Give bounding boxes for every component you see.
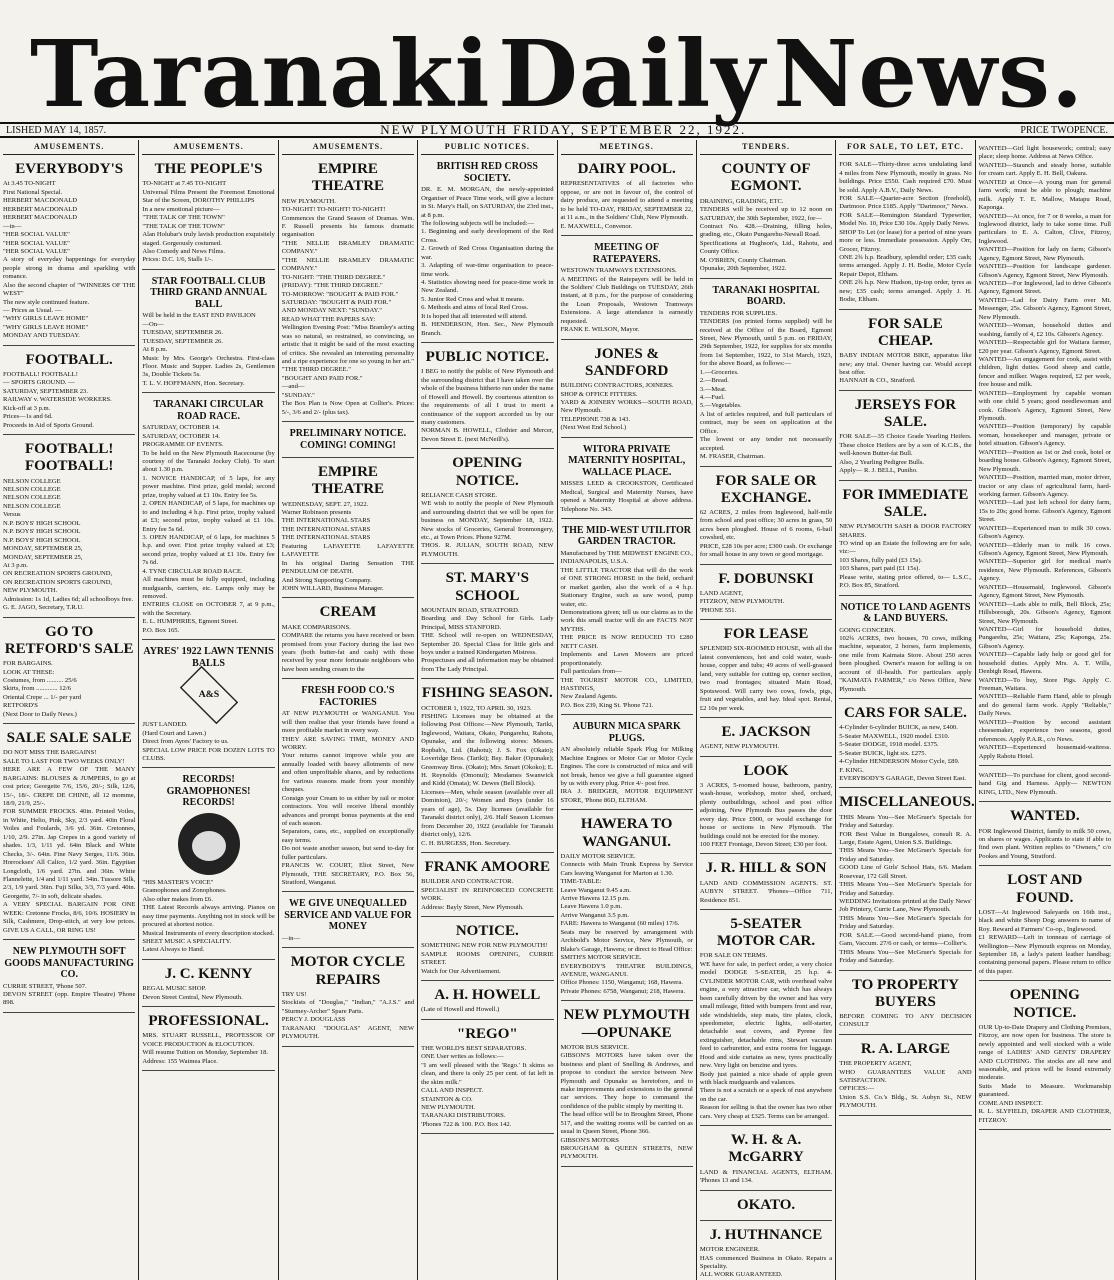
ad-title: FOR SALE OR EXCHANGE. [715,472,817,506]
advertisement [561,239,693,340]
ad-title: COUNTY OF EGMONT. [721,161,811,195]
advertisement [282,425,414,458]
ad-title: AYRES' 1922 LAWN TENNIS BALLS [143,646,274,669]
ad-title: PRELIMINARY NOTICE. COMING! COMING! [289,428,407,451]
advertisement [839,313,971,391]
advertisement [700,760,832,855]
ad-body: MRS. STUART RUSSELL, PROFESSOR OF VOICE PRODUCTION & ELOCUTION. Will resume Tuition on Monday, September 18. Address: 155 Waimea Place. [142,1032,275,1065]
ad-title: ST. MARY'S SCHOOL [445,570,529,604]
advertisement [282,158,414,422]
advertisement [700,623,832,718]
advertisement [839,394,971,481]
advertisement [282,682,414,892]
advertisement [700,857,832,910]
ad-title: FOR LEASE [723,626,809,643]
column-2 [139,140,278,1280]
ad-body: 3 ACRES, 5-roomed house, bathroom, pantry, wash-house, workshop, motor shed, orchard, plenty outbuildings, school and post office adjoining, New Plymouth Bus passes the door every day. Price £900, or would exchange for house or sections in New Plymouth. The buildings could not be erected for the money. 100 FEET Frontage, Devon Street; £30 per foot. [699,781,833,848]
ad-body: RELIANCE CASH STORE. WE wish to notify the people of New Plymouth and surrounding district that we will be open for business on MONDAY, September 18, 1922. New stocks of Groceries, General Ironmongery, etc., at Town Prices. Phone 927M. THOS. R. JULIAN, SOUTH ROAD, NEW PLYMOUTH. [421,491,554,558]
advertisement [421,567,553,679]
advertisement [3,349,135,435]
masthead [0,0,1114,128]
place-date: NEW PLYMOUTH FRIDAY, SEPTEMBER 22, 1922. [380,122,747,137]
column-heading: AMUSEMENTS. [3,142,135,155]
ayres-diamond-logo: A&S [179,666,237,724]
ad-title: NOTICE TO LAND AGENTS & LAND BUYERS. [840,601,971,625]
column-1 [0,140,139,1280]
advertisement [421,984,553,1020]
ad-title: NOTICE. [455,922,519,939]
ad-title: FOR SALE CHEAP. [868,315,943,349]
advertisement [142,273,274,393]
ad-title: EMPIRE THEATRE [311,464,385,498]
advertisement [142,1010,274,1071]
ad-body: FOR SALE ON TERMS. WE have for sale, in perfect order, a very choice model DODGE 5-SEATER, 25 h.p. 4-CYLINDER MOTOR CAR, with overhead valve engine, a very attractive car, which has always been carefully driven by the owner and has very small mileage, fitted with bumpers front and rear, side windshields, step mats, tire plates, clock, speedometer, electric lights, self-starter, detachable seat covers, and Pyrene fire extinguisher, detachable rims, Stewart vacuum feed to carburettor, and extra rooms for luggage. Hood and side curtains as new, tyres practically new. Very light on benzine and tyres. Body just painted a nice shade of apple green with black mudguards and valances. There is not a scratch or a speck of rust anywhere on the car. Reason for selling is that the owner has two other cars. Very cheap at £325. Terms can be arranged. [699,952,833,1120]
advertisement [839,484,971,596]
ad-body: FOR SALE—Thirty-three acres undulating land 4 miles from New Plymouth, mostly in grass. No buildings. Price £550. Cash required £70. Must be sold. Apply A.B.V., Daily News. FOR SALE—Quarter-acre Section (freehold), Dartmoor. Price £185. Apply "Dartmoor," News. FOR SALE—Remington Standard Typewriter, Model No. 10, Price £30 10s. Apply Daily News. SHOP To Let (or lease) for a period of nine years more or less. Immediate possession. Apply Orr, Grocer, Fitzroy. ONE 2¾ h.p. Bradbury, splendid order; £35 cash; terms arranged. Apply J. H. Bodie, Motor Cycle Repair Depot, Eltham. ONE 2¾ h.p. New Hudson, tip-top order, tyres as new; £35 cash; terms arranged. Apply J. H. Bodie, Eltham. [839,161,972,304]
column-heading: MEETINGS. [561,142,693,155]
ad-body: —in— [281,934,301,942]
ad-title: FOR IMMEDIATE SALE. [842,486,969,520]
established-text: LISHED MAY 14, 1857. [6,124,107,136]
ad-title: FRANK AMOORE [424,858,551,875]
ad-body: NEW PLYMOUTH. TO-NIGHT! TO-NIGHT! TO-NIGHT! Commences the Grand Season of Dramas. Wm. F. Russell presents his famous dramatic organisation "THE NELLIE BRAMLEY DRAMATIC COMPANY." "THE NELLIE BRAMLEY DRAMATIC COMPANY." TO-NIGHT: "THE THIRD DEGREE." (FRIDAY): "THE THIRD DEGREE." TO-MORROW: "BOUGHT & PAID FOR." SATURDAY: "BOUGHT & PAID FOR." AND MONDAY NEXT: "SUNDAY." READ WHAT THE PAPERS SAY: Wellington Evening Post: "Miss Bramley's acting was so natural, so restrained, so convincing, so artistic that it might be said of the most exacting of critics. She revealed an interesting personality and a ripe experience for one so young in her art." "THE THIRD DEGREE." "BOUGHT AND PAID FOR." —and— "SUNDAY." The Box Plan is Now Open at Collier's. Prices: 5/-, 3/6 and 2/- (plus tax). [281,197,415,416]
ad-title: PROFESSIONAL. [148,1012,269,1029]
ad-title: THE MID-WEST UTILITOR GARDEN TRACTOR. [562,524,691,548]
ad-title: CREAM [319,604,377,621]
advertisement [700,721,832,757]
advertisement [561,158,693,236]
advertisement [282,951,414,1046]
ad-body: BABY INDIAN MOTOR BIKE, apparatus like new; any trial. Owner having car. Would accept best offer. HANNAH & CO., Stratford. [839,352,972,385]
ad-body: WESTOWN TRAMWAYS EXTENSIONS. A MEETING of the Ratepayers will be held in the Soldiers' Club Buildings on TUESDAY, 26th instant, at 8 p.m., for the purpose of considering the Loan Proposals, Westown Tramways Extensions. A large attendance is earnestly requested. FRANK E. WILSON, Mayor. [560,267,693,334]
column-heading: AMUSEMENTS. [282,142,414,155]
ad-body: WANTED—Girl light housework; central; easy place; sleep home. Address at News Office. WANTED—Staunch and steady horse, suitable for cream cart. Apply E. H. Bell, Oakura. WANTED at Once—A young man for general farm work; must be able to plough; machine milk. Apply T. E. Mallow, Matapu Road, Kaponga. WANTED—At once, for 7 or 8 weeks, a man for Inglewood district, lady to take some time. Full particulars to E. A. Calton, Clive, Fitzroy, Inglewood. WANTED—Position for lady on farm; Gibson's Agency, Egmont Street, New Plymouth. WANTED—Position for landscape gardener. Gibson's Agency, Egmont Street, New Plymouth. WANTED—For Inglewood, lad to drive Gibson's Agency, Egmont Street. WANTED—Lad for Dairy Farm over Mt. Messenger, 25s. Gibson's Agency, Egmont Street, New Plymouth. WANTED—Woman, household duties and washing, family of 4, £2 10s. Gibson's Agency. WANTED—Respectable girl for Waitara farmer, £20 per year. Gibson's Agency, Egmont Street. WANTED—An engagement for cook, assist with children, light duties. Good sheep and cattle, fencer and milker. Wages required, £2 per week, free house and milk. WANTED—Employment by capable woman with one child 5 years; good needlewoman and cook. Gibson's Agency, Egmont Street, New Plymouth. WANTED—Position (temporary) by capable woman, housekeeper and manager, private or hotel situation. Gibson's Agency. WANTED—Position as 1st or 2nd cook, hotel or boarding house. Gibson's Agency, Egmont Street, New Plymouth. WANTED—Position, married man, motor driver, tractor or any class of agricultural farm, hard-working farmer. Gibson's Agency. WANTED—Lad just left school for dairy farm, 15s to 20s; good home. Gibson's Agency, Egmont Street. WANTED—Experienced man to milk 30 cows. Gibson's Agency. WANTED—Elderly man to milk 16 cows. Gibson's Agency, Egmont Street, New Plymouth. WANTED—Superior girl for medical man's residence, New Plymouth. References, Gibson's Agency. WANTED—Housemaid, Inglewood. Gibson's Agency, Egmont Street, New Plymouth. WANTED—Lads able to milk, Bell Block, 25s; Hillsborough, 20s. Gibson's Agency, Egmont Street, New Plymouth. WANTED—Girl for household duties, Pungarehu, 25s; Waitara, 25s; Kaponga, 25s. Gibson's Agency. WANTED—Capable lady help or good girl for household duties. Apply Mrs. A. T. Wills, Denbigh Road, Hawera. WANTED—To buy, Store Pigs. Apply C. Freeman, Waitara. WANTED—Reliable Farm Hand, able to plough and do general farm work. Apply "Reliable," Daily News. WANTED—Position by second assistant cheesemaker, experience two seasons, good references. Apply P.A.R., c/o News. WANTED—Experienced housemaid-waitress. Apply Rahotu Hotel. [978,145,1111,760]
column-heading: FOR SALE, TO LET, ETC. [839,142,971,155]
advertisement [142,771,274,959]
advertisement [979,769,1111,802]
ad-title: 5-SEATER MOTOR CAR. [717,915,816,950]
advertisement [561,343,693,438]
advertisement [142,396,274,640]
ad-body: MISSES LEED & CROOKSTON, Certificated Medical, Surgical and Maternity Nurses, have opened a Maternity Hospital at above address. Telephone No. 343. [560,480,693,513]
advertisement [979,984,1111,1130]
ad-body: NELSON COLLEGE NELSON COLLEGE NELSON COLLEGE NELSON COLLEGE Versus N.P. BOYS' HIGH SCHOOL N.P. BOYS' HIGH SCHOOL N.P. BOYS' HIGH SCHOOL MONDAY, SEPTEMBER 25, MONDAY, SEPTEMBER 25, At 3 p.m. ON RECREATION SPORTS GROUND, ON RECREATION SPORTS GROUND, NEW PLYMOUTH. Admission: 1s 1d, Ladies 6d; all schoolboys free. G. E. JAGO, Secretary, T.R.U. [3,477,134,612]
ad-body: SOMETHING NEW FOR NEW PLYMOUTH! SAMPLE ROOMS OPENING, CURRIE STREET. Watch for Our Advertisement. [421,942,554,975]
ad-body: TENDERS FOR SUPPLIES. TENDERS (on printed forms supplied) will be received at the Office of the Board, Egmont Street, New Plymouth, until 5 p.m. on FRIDAY, 29th September, 1922, for supplies for six months from 1st September, 1922, to 31st March, 1923, for the above Board, as follows:— 1.—Groceries. 2.—Bread. 3.—Meat. 4.—Fuel. 5.—Vegetables. A list of articles required, and full particulars of contract, may be seen on application at the Office. The lowest or any tender not necessarily accepted. M. FRASER, Chairman. [699,309,833,461]
ad-body: BUILDING CONTRACTORS, JOINERS. SHOP & OFFICE FITTERS. YARD & JOINERY WORKS—SOUTH ROAD, New Plymouth. TELEPHONE 738 & 143. (Next West End School.) [560,382,693,432]
advertisement [700,1224,832,1280]
ad-body: REPRESENTATIVES of all factories who oppose, or are not in favour of, the control of dairy produce, are requested to attend a meeting to be held TO-DAY, FRIDAY, SEPTEMBER 22, at 11 a.m., in the Soldiers' Club, New Plymouth. E. MAXWELL, Convenor. [560,180,693,230]
ad-body: FOR SALE—35 Choice Grade Yearling Heifers. These choice Heifers are by a son of K.C.B., the well-known Butter-fat Bull. Also, 2 Yearling Pedigree Bulls. Apply— R. J. BELL, Puniho. [839,433,972,475]
advertisement [3,621,135,725]
ad-body: FOR Inglewood District, family to milk 50 cows, on shares or wages. Applicants to state if able to find own plant. Written replies to "Owners," c/o Pookes and Young, Stratford. [978,827,1111,860]
ad-body: MAKE COMPARISONS. COMPARE the returns you have received or been promised from your Factory during the last two years (both butter-fat and cash) with those received by your more fortunate neighbours who have been sending cream to the [281,623,415,673]
ad-title: W. H. & A. McGARRY [728,1132,804,1166]
advertisement [282,601,414,679]
ad-body: WANTED—To purchase for client, good second-hand Gig and Harness. Apply— NEWTON KING, LTD., New Plymouth. [978,771,1111,796]
ad-body: FOOTBALL! FOOTBALL! — SPORTS GROUND. — SATURDAY, SEPTEMBER 23. RAILWAY v. WATERSIDE WORKERS. Kick-off at 3 p.m. Prices—1s and 6d. Proceeds in Aid of Sports Ground. [3,371,112,429]
advertisement [979,805,1111,866]
ad-title: AUBURN MICA SPARK PLUGS. [572,721,681,744]
ad-title: JONES & SANDFORD [585,345,669,379]
ad-body: LOST—At Inglewood Saleyards on 16th inst., black and white Sheep Dog; answers to name of Roy. Reward at Farmers' Co-op., Inglewood. £1 REWARD—Left in tonneau of carriage of Wellington—New Plymouth express on Monday, September 18, a lady's patent leather handbag; containing personal papers. Please return to office of this paper. [978,908,1111,975]
ad-title: NEW PLYMOUTH—OPUNAKE [563,1007,690,1041]
ad-body: I BEG to notify the public of New Plymouth and the surrounding district that I have taken over the whole of the business hitherto run under the name of Howell and Howell. By courteous attention to the requirements of all I trust to merit a continuance of the support accorded us by our many customers. NORMAN B. HOWELL, Clothier and Mercer, Devon Street E. (next McNeill's). [421,368,554,443]
ad-body: MOTOR ENGINEER. HAS commenced Business in Okato. Repairs a Speciality. ALL WORK GUARANTEED. [699,1246,833,1279]
advertisement [561,718,693,810]
column-3 [279,140,418,1280]
ad-body: THE PROPERTY AGENT, WHO GUARANTEES VALUE AND SATISFACTION. OFFICES:— Union S.S. Co.'s Bldg., St. Aubyn St., NEW PLYMOUTH. [839,1060,972,1110]
ad-title: SALE SALE SALE [6,730,132,747]
ad-body: AN absolutely reliable Spark Plug for Milking Machine Engines or Motor Car or Motor Cycle Engines. The core is constructed of mica and will not break, hence we give a full guarantee signed by us with every plug. Price 4/- post free. IRA J. BRIDGER, MOTOR EQUIPMENT STORE, 'Phone 86D, ELTHAM. [560,746,693,804]
ad-body: MOTOR BUS SERVICE. GIBSON'S MOTORS have taken over the business and plant of Snelling & Andrews, and propose to conduct the service between New Plymouth and Opunake as heretofore, and to make improvements and extensions to the general car services. They hope to command the confidence of the public simply by meriting it. The head office will be in Broughm Street, Phone 517, and the waiting rooms will be carried on as usual in Queen Street, Phone 366. GIBSON'S MOTORS BROUGHAM & QUEEN STREETS, NEW PLYMOUTH. [560,1043,693,1161]
column-heading: AMUSEMENTS. [142,142,274,155]
ad-body: REGAL MUSIC SHOP. Devon Street Central, New Plymouth. [142,985,243,1001]
ad-body: AT NEW PLYMOUTH or WANGANUI. You will then realise that your friends have found a more profitable market in every way. THEY ARE SAVING TIME, MONEY AND WORRY. Your returns cannot improve while you are annually loaded with heavy allotments of new and often unprofitable shares, and by reductions for various reasons made from your monthly cheques. Consign your Cream to us either by rail or motor contractors. You will receive liberal monthly advances and prompt bonus payments at the end of each season. Separators, cans, etc., supplied on exceptionally easy terms. Do not waste another season, but send to-day for fuller particulars. FRANCIS W. COURT, Eliot Street, New Plymouth, THE SECRETARY, P.O. Box 56, Stratford, Wanganui. [281,710,415,887]
dateline [0,122,1114,138]
ad-title: R. A. LARGE [860,1040,951,1057]
ad-title: LOST AND FOUND. [1007,872,1083,906]
column-4 [418,140,557,1280]
advertisement [700,913,832,1126]
ad-body: THIS Means You—See McGruer's Specials for Friday and Saturday. FOR Best Value in Bungalows, consult R. A. Large, Estate Agent, Union S.S. Buildings. THIS Means You—See McGruer's Specials for Friday and Saturday. GOOD Line of Girls' School Hats, 6/6. Madam Rosevear, 172 Gill Street. THIS Means You—See McGruer's Specials for Friday and Saturday. WEDDING Invitations printed at the Daily News' Job Printery, Currie Lane, New Plymouth. THIS Means You—See McGruer's Specials for Friday and Saturday. FOR SALE.—Good second-hand piano, from Gam, Vaccum. 27/6 or cash, or terms—Collier's. THIS Means You—See McGruer's Specials for Friday and Saturday. [839,813,972,965]
gramophone-portrait-icon [178,813,240,875]
price-text: PRICE TWOPENCE. [1020,124,1108,136]
ad-title: OPENING NOTICE. [452,455,523,489]
ad-title: WE GIVE UNEQUALLED SERVICE AND VALUE FOR MONEY [284,898,412,933]
advertisement [3,943,135,1013]
ad-title: FRESH FOOD CO.'S FACTORIES [301,685,395,708]
advertisement [700,470,832,565]
advertisement [142,643,274,768]
ad-title: TARANAKI HOSPITAL BOARD. [712,284,820,308]
ad-body: FOR BARGAINS. LOOK AT THESE: Costumes, from .......... 25/6 Skirts, from ............. 12/6 Oriental Crepe ... 1/- per yard RETFORD'S (Next Door to Daily News.) [3,660,81,718]
masthead-title-right: News. [773,20,1084,128]
ad-title: F. DOBUNSKI [718,570,814,587]
column-7 [836,140,975,1280]
ad-title: HAWERA TO WANGANUI. [580,816,673,850]
ad-title: DAIRY POOL. [577,161,676,178]
masthead-title-left: Taranaki [30,20,491,128]
ad-body: NEW PLYMOUTH SASH & DOOR FACTORY SHARES. TO wind up an Estate the following are for sale, viz:— 103 Shares, fully paid (£3 15s). 103 Shares, part paid (£1 15s). Please write, stating price offered, to— L.S.C., P.O. Box 85, Stratford. [839,523,972,590]
advertisement [700,158,832,278]
ad-title: GO TO RETFORD'S SALE [4,623,134,657]
ad-title: LOOK [743,762,789,779]
advertisement [421,682,553,853]
ad-title: EMPIRE THEATRE [311,161,385,195]
advertisement [421,1023,553,1135]
ad-body: Will be held in the EAST END PAVILION —On— TUESDAY, SEPTEMBER 26. TUESDAY, SEPTEMBER 26. At 8 p.m. Music by Mrs. George's Orchestra. First-class Floor. Music and Supper. Ladies 2s, Gentlemen 3s, Double Tickets 5s. T. L. V. HOFFMANN, Hon. Secretary. [142,312,275,387]
column-heading: PUBLIC NOTICES. [421,142,553,155]
ad-title: STAR FOOTBALL CLUB THIRD GRAND ANNUAL BALL [150,275,267,310]
ad-body: 62 ACRES, 2 miles from Inglewood, half-mile from school and post office; 30 acres in grass, 50 acres been ploughed. House of 6 rooms, 6-bail cowshed, etc. PRICE, £28 10s per acre; £300 cash. Or exchange for small house in any town or good mortgage. [699,509,833,559]
column-heading: TENDERS. [700,142,832,155]
ad-title: WITORA PRIVATE MATERNITY HOSPITAL, WALLACE PLACE. [568,443,686,478]
ad-title: J. C. KENNY [164,965,253,982]
advertisement [561,441,693,519]
advertisement [3,158,135,346]
ad-title: OPENING NOTICE. [1009,987,1080,1021]
ad-title: E. JACKSON [721,723,811,740]
ad-title: J. R. HILL & SON [705,860,827,877]
advertisement [142,963,274,1007]
ad-title: NEW PLYMOUTH SOFT GOODS MANUFACTURING CO. [4,946,134,981]
advertisement [3,438,135,618]
ad-title: TO PROPERTY BUYERS [851,976,959,1010]
column-6 [697,140,836,1280]
advertisement [421,856,553,917]
ad-body: TRY US! Stockists of "Douglas," "Indian," "A.J.S." and "Sturmey-Archer" Spare Parts. PERCY J. DOUGLASS TARANAKI "DOUGLAS" AGENT, NEW PLYMOUTH. [281,990,415,1041]
advertisement [421,920,553,981]
advertisement [839,599,971,700]
advertisement [282,461,414,598]
ad-body: "HIS MASTER'S VOICE" Gramophones and Zonophones. Also other makes from £6. THE Latest Records always arriving. Pianos on easy time payments. Anything not in stock will be procured at shortest notice. Musical Instruments of every description stocked. SHEET MUSIC A SPECIALITY. Latest Always to Hand. [142,878,275,954]
ad-title: CARS FOR SALE. [843,705,967,722]
ad-body: TO-NIGHT at 7.45 TO-NIGHT Universal Films Present the Foremost Emotional Star of the Screen, DOROTHY PHILLIPS In a new emotional picture— "THE TALK OF THE TOWN" "THE TALK OF THE TOWN" Alan Holubar's truly lavish production exquisitely staged. Gorgeously costumed. Also Comedy and News Films. Prices: D.C. 1/6, Stalls 1/-. [142,180,275,264]
ad-title: RECORDS! GRAMOPHONES! RECORDS! [166,774,251,809]
ad-title: MEETING OF RATEPAYERS. [592,242,661,265]
ad-title: FOOTBALL. [25,351,113,368]
advertisement [561,1004,693,1167]
ad-title: MISCELLANEOUS. [839,794,975,811]
ad-body: CURRIE STREET, 'Phone 507. DEVON STREET (opp. Empire Theatre) 'Phone 898. [3,982,136,1007]
advertisement [142,158,274,270]
advertisement [700,568,832,621]
ad-body: DRAINING, GRADING, ETC. TENDERS will be received up to 12 noon on SATURDAY, the 30th September, 1922, for— Contract No. 428.—Draining, filling holes, grading, etc., Okato Pungarehu-Newall Road. Specifications at Hughson's, Ltd., Rahotu, and County Office. M. O'BRIEN, County Chairman. Opunake, 20th September, 1922. [699,197,833,273]
advertisement [561,522,693,715]
masthead-title-middle: Daily [498,20,766,128]
ad-title: A. H. HOWELL [434,986,541,1003]
ad-title: J. HUTHNANCE [709,1226,823,1243]
advertisement [839,702,971,788]
ad-body: 4-Cylinder 6-cylinder BUICK, as new, £400. 5-Seater MAXWELL, 1920 model. £310. 5-Seater DODGE, 1918 model. £375. 5-Seater BUICK, light six. £275. 4-Cylinder HENDERSON Motor Cycle, £89. F. KING. EVERYBODY'S GARAGE, Devon Street East. [839,724,967,782]
advertisement [282,895,414,948]
ad-title: BRITISH RED CROSS SOCIETY. [436,161,538,184]
advertisement [839,158,971,309]
ad-body: WEDNESDAY, SEPT. 27, 1922. Warner Robinson presents THE INTERNATIONAL STARS THE INTERNATIONAL STARS THE INTERNATIONAL STARS Featuring LAFAYETTE LAFAYETTE LAFAYETTE In his original Daring Sensation THE PENDULUM OF DEATH. And Strong Supporting Company. JOHN WILLARD, Business Manager. [281,500,415,592]
columns-container [0,140,1114,1280]
ad-body: BEFORE COMING TO ANY DECISION CONSULT [839,1013,972,1029]
ad-body: JUST LANDED. (Hard Court and Lawn.) Direct from Ayres' Factory to us. SPECIAL LOW PRICE FOR DOZEN LOTS TO CLUBS. [142,721,275,762]
ad-body: Manufactured by THE MIDWEST ENGINE CO., INDIANAPOLIS, U.S.A. THE LITTLE TRACTOR that will do the work of ONE STRONG HORSE in the field, orchard or market garden, also the work of a 4 h.p. Stationary Engine, such as saw wood, pump water, etc. Demonstrations given; tell us our claims as to the work this small tractor will do are FACTS NOT MYTHS. THE PRICE IS NOW REDUCED TO £280 NETT CASH. Implements and Lawn Mowers are priced proportionately. Full particulars from— THE TOURIST MOTOR CO., LIMITED, HASTINGS, New Zealand Agents. P.O. Box 239, King St. 'Phone 721. [560,549,693,709]
ad-body: LAND AGENT, FITZROY, NEW PLYMOUTH. 'PHONE 551. [699,589,785,614]
ad-title: EVERYBODY'S [15,161,124,178]
ad-body: DR. E. M. MORGAN, the newly-appointed Organiser of Peace Time work, will give a lecture in St. Mary's Hall, on SATURDAY, the 23rd inst., at 8 p.m. The following subjects will be included:— 1. Beginning and early development of the Red Cross. 2. Growth of Red Cross Organisation during the war. 3. Adapting of war-time organisation to peace-time work. 4. Statistics showing need for peace-time work in New Zealand. 5. Junior Red Cross and what it means. 6. Methods and aims of local Red Cross. It is hoped that all interested will attend. B. HENDERSON, Hon. Sec., New Plymouth Branch. [421,186,554,337]
advertisement [839,974,971,1035]
ad-body: LAND AND COMMISSION AGENTS. ST. AUBYN STREET. 'Phones—Office 711, Residence 851. [699,879,833,904]
ad-title: JERSEYS FOR SALE. [854,396,957,431]
ad-title: MOTOR CYCLE REPAIRS [290,954,406,988]
advertisement [700,282,832,467]
column-8 [976,140,1114,1280]
ad-title: WANTED. [1010,808,1080,825]
advertisement [979,142,1111,766]
ad-title: THE PEOPLE'S [154,161,263,178]
ad-body: MOUNTAIN ROAD, STRATFORD. Boarding and Day School for Girls. Lady Principal, MISS STANFORD. THE School will re-open on WEDNESDAY, September 20. Special Class for little girls and boys under a trained Kindergarten Mistress. Prospectuses and all information may be obtained from The Lady Principal. [421,606,554,673]
advertisement [700,1129,832,1190]
advertisement [979,869,1111,981]
ad-body: (Late of Howell and Howell.) [421,1006,500,1014]
ad-body: LAND & FINANCIAL AGENTS, ELTHAM. 'Phones 13 and 134. [699,1168,833,1185]
ad-body: At 3.45 TO-NIGHT First National Special. HERBERT MACDONALD HERBERT MACDONALD HERBERT MACDONALD —in— "HER SOCIAL VALUE" "HER SOCIAL VALUE" "HER SOCIAL VALUE" A story of everyday happenings for everyday people strong in drama and sparkling with romance. Also the second chapter of "WINNERS OF THE WEST" The new style continued feature. — Prices as Usual. — "WHY GIRLS LEAVE HOME" "WHY GIRLS LEAVE HOME" MONDAY AND TUESDAY. [3,180,136,340]
ad-title: FISHING SEASON. [421,685,553,702]
advertisement [839,1038,971,1116]
ad-title: "REGO" [456,1025,518,1042]
ad-title: PUBLIC NOTICE. [425,349,549,366]
ad-body: SATURDAY, OCTOBER 14. SATURDAY, OCTOBER 14. PROGRAMME OF EVENTS. To be held on the New Plymouth Racecourse (by courtesy of the Taranaki Jockey Club). To start about 1.30 p.m. 1. NOVICE HANDICAP, of 5 laps, for any power machine. First prize, gold medal; second prize, trophy valued at £1 10s. Entry fee 5s. 2. OPEN HANDICAP, of 5 laps, for machines up to and including 4 h.p. First prize, trophy valued at £3; second prize, trophy valued at £1 10s. Entry fee 5s 6d. 3. OPEN HANDICAP, of 6 laps, for machines 5 h.p. and over. First prize trophy valued at £3; second prize, trophy valued at £1 10s. Entry fee 7s 6d. 4. TYNE CIRCULAR ROAD RACE. All machines must be fully equipped, including mudguards, carriers, etc. Lamps only may be removed. ENTRIES CLOSE on OCTOBER 7, at 9 p.m., with the Secretary. E. L. HUMPHRIES, Egmont Street. P.O. Box 165. [142,424,275,634]
ad-body: BUILDER AND CONTRACTOR. SPECIALIST IN REINFORCED CONCRETE WORK. Address: Bayly Street, New Plymouth. [421,878,554,911]
column-5 [558,140,697,1280]
advertisement [561,813,693,1001]
ad-body: DAILY MOTOR SERVICE. Connects with Main Trunk Express by Service Cars leaving Wanganui for Marton at 1.30. TIME-TABLE: Leave Wanganui 9.45 a.m. Arrive Hawera 12.15 p.m. Leave Hawera 1.0 p.m. Arrive Wanganui 3.5 p.m. FARE: Hawera to Wanganui (60 miles) 17/6. Seats may be reserved by arrangement with Archbold's Motor Service, New Plymouth, or Blake's Garage, Hawera; or direct to Head Office: SMITH'S MOTOR SERVICE. EVERYBODY'S THEATRE BUILDINGS, AVENUE, WANGANUI. Office Phones: 1150, Wanganui; 168, Hawera. Private Phones: 6758, Wanganui; 218, Hawera. [560,852,693,995]
ad-title: TARANAKI CIRCULAR ROAD RACE. [153,399,264,422]
ad-body: DO NOT MISS THE BARGAINS! SALE TO LAST FOR TWO WEEKS ONLY! HERE ARE A FEW OF THE MANY BARGAINS: BLOUSES & JUMPERS, to go at cost price; Georgette 7/6, 15/6, 20/-; Silk, 12/6, 15/-, 18/-. CREPE DE CHINE, all 12 momme, 18/9, 21/9, 25/-. FOR SUMMER FROCKS. 40in. Printed Voiles, in White, Helio, Pink, Sky, 2/3 yard. 40in Floral Voiles and Foulards, 3/6 yd. 36in. Cretonnes, 1/10, 2/9. 27in. Jap Crepes in a good variety of shades. 1/3, 1/11 yd. 64in Black and White Checks, 3/-. 64in. Fine Navy Serges, 11/6. 36in. Horrockses' All Calico, 1/2 yard. 36in. Egyptian Longcloth, 1/6 yard. 27in. and 36in. White Flannelette, 1/4 and 1/11 yard. 34in. Tussore Silk, 2/3, 1/9 yard. 36in. Fuji Silks, 3/3, 7/3 yard. 40in. Georgette, 7/- in soft, delicate shades. A VERY SPECIAL BARGAIN FOR ONE WEEK: Cretonne Frocks, 8/6, 10/6. HOSIERY in Silk, Cashmere, Drop-stitch, at very low prices. GIVE US A CALL, OR RING US! [3,749,136,934]
advertisement [421,452,553,564]
ad-body: OUR Up-to-Date Drapery and Clothing Premises, Fitzroy, are now open for business. The store is newly appointed and well stocked with a wide range of LADIES' AND GENTS' DRAPERY AND CLOTHING. The stocks are all new and seasonable, and prices will be found extremely moderate. Suits Made to Measure. Workmanship guaranteed. COME AND INSPECT. R. L. SLYFIELD, DRAPER AND CLOTHIER, FITZROY. [978,1023,1111,1124]
advertisement [839,791,975,970]
ad-title: OKATO. [736,1196,796,1213]
ad-body: AGENT, NEW PLYMOUTH. [699,743,780,751]
ad-title: FOOTBALL! FOOTBALL! [25,441,114,475]
advertisement [421,346,553,449]
ad-body: GOING CONCERN. 102¾ ACRES, two houses, 70 cows, milking machine, separator, 2 horses, farm implements, one mile from Kaimata Store. About 250 acres been ploughed. Owner's reason for selling is on account of ill-health. For particulars apply "KAIMATA FARMER," c/o News Office, New Plymouth. [839,626,972,693]
advertisement [421,158,553,343]
advertisement [3,727,135,940]
ad-body: OCTOBER 1, 1922, TO APRIL 30, 1923. FISHING Licenses may be obtained at the following Post Offices:—New Plymouth, Tariki, Inglewood, Waitara, Okato, Pungarehu, Rahotu, Opunake, and the following stores: Messrs. Ropbah's, Ltd. (Rahotu); J. S. Fox (Okato); Loveridge Bros. (Tariki); Bsy. Baker (Opunake); Greenway Bros. (Okato); Mrs. Smart (Okoko); E. H. Reynolds (Omonui); Mesdames Swanwick and Kidd (Omata); W. Dewes (Bell Block). Licenses—Men, whole season (available over all Dominion), 20/-; Women and Boys (under 16 years of age), 5s. Day licenses (available for Taranaki district only), 2/6. Half Season Licenses from December 20, 1922 (available for Taranaki district only), 12/6. C. H. BURGESS, Hon. Secretary. [421,704,554,847]
ad-body: SPLENDID SIX-ROOMED HOUSE, with all the latest conveniences, hot and cold water, wash-house, copper and tubs; 49 acres of well-grassed land, very suitable for cutting up, corner section, two road frontages; situated Main Road, Spotswood. Will carry two cows, fowls, pigs, fruit and vegetables, and hay. Ideal spot. Rental, £2 10s per week. [699,645,833,712]
ad-body: THE WORLD'S BEST SEPARATORS. ONE User writes as follows:— "I am well pleased with the 'Rego.' It skims so clean, and there is only 25 per cent. of fat left in the skim milk." CALL AND INSPECT. STAINTON & CO. NEW PLYMOUTH. TARANAKI DISTRIBUTORS. 'Phones 722 & 100. P.O. Box 142. [421,1044,554,1128]
advertisement [700,1194,832,1221]
